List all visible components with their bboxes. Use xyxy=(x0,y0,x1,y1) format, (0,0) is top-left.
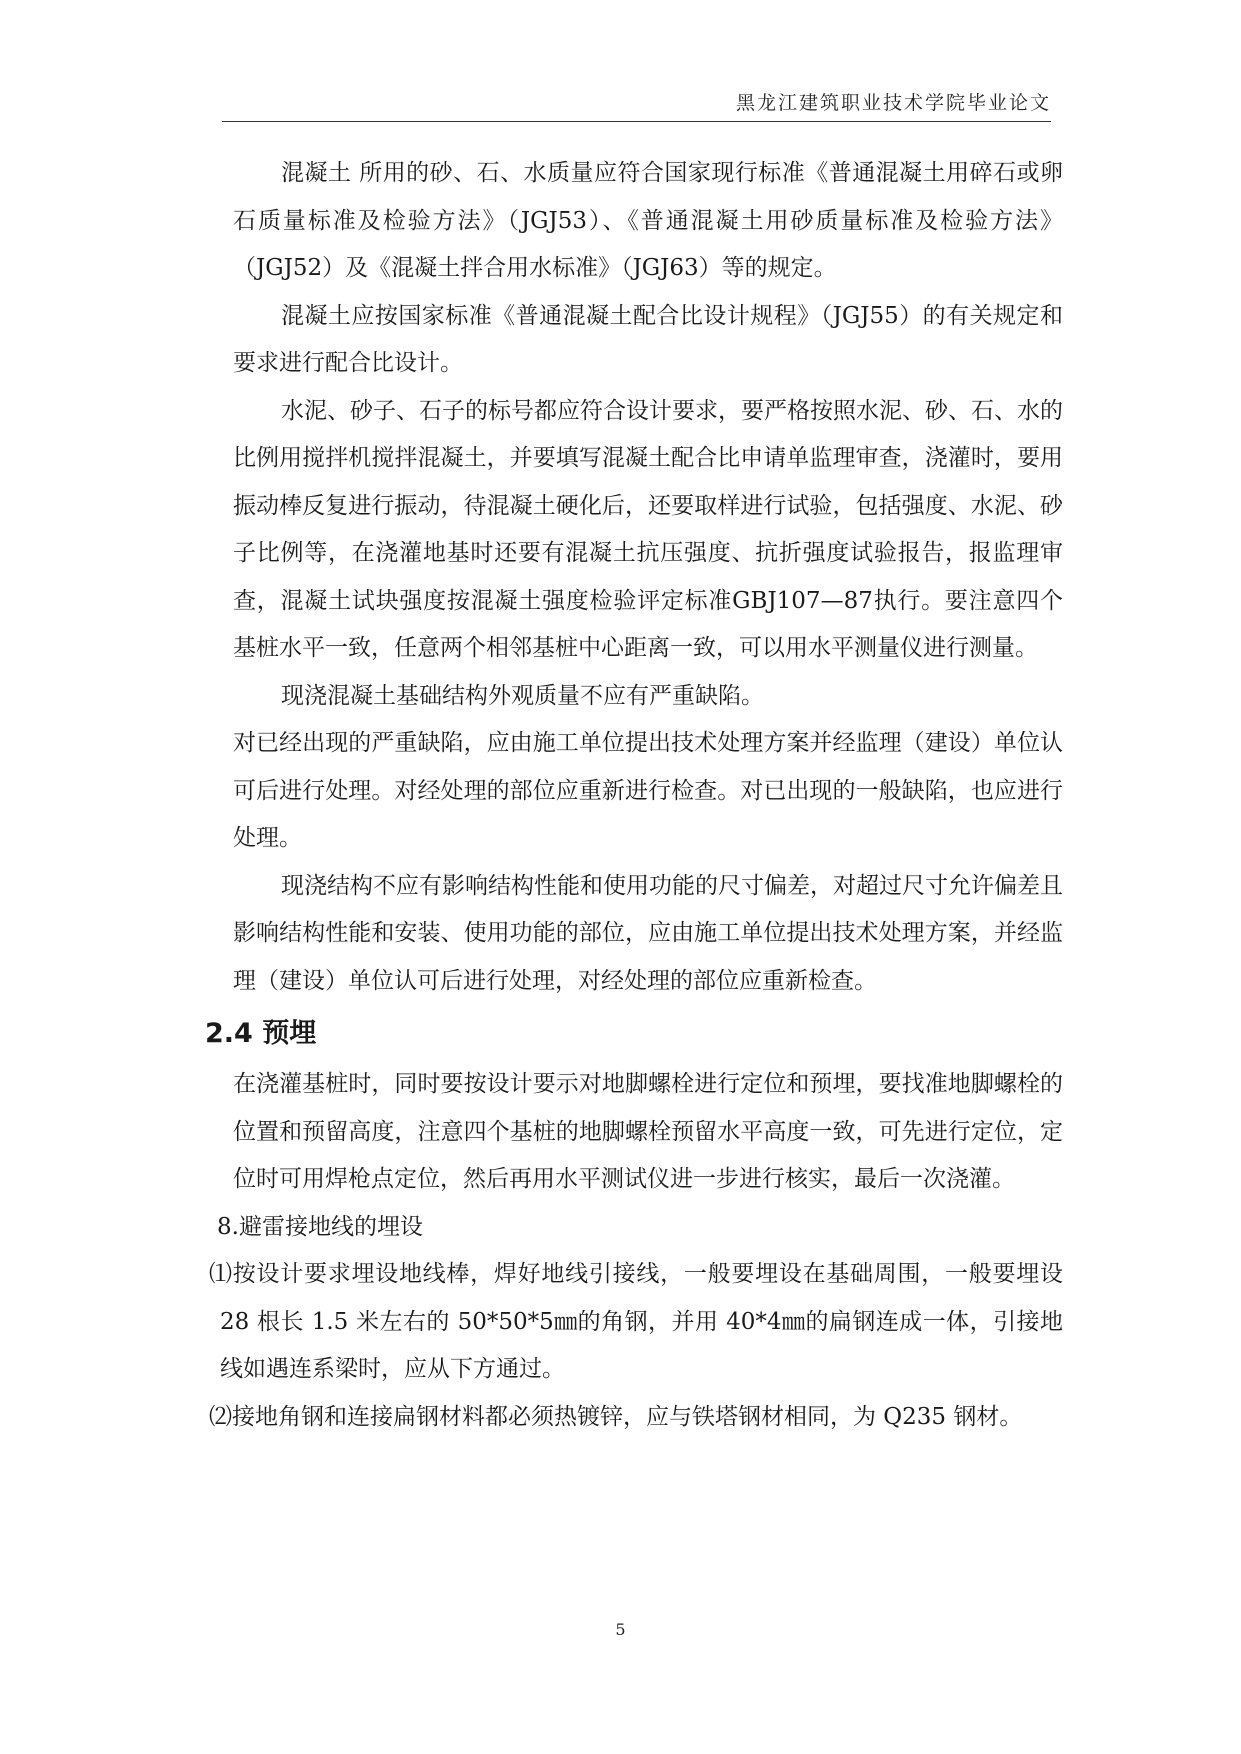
list-item-grounding-2: ⑵接地角钢和连接扁钢材料都必须热镀锌，应与铁塔钢材相同，为 Q235 钢材。 xyxy=(209,1403,1023,1430)
paragraph-appearance-quality: 现浇混凝土基础结构外观质量不应有严重缺陷。 xyxy=(281,682,764,709)
paragraph-dimension-deviation: 现浇结构不应有影响结构性能和使用功能的尺寸偏差，对超过尺寸允许偏差且影响结构性能和安装、使用功能的部位，应由施工单位提出技术处理方案，并经监理（建设）单位认可后进行处理，对经处理的部位应重新检查。 xyxy=(233,872,1063,994)
paragraph-defect-handling: 对已经出现的严重缺陷，应由施工单位提出技术处理方案并经监理（建设）单位认可后进行处理。对经处理的部位应重新进行检查。对已出现的一般缺陷，也应进行处理。 xyxy=(233,730,1063,851)
section-heading: 2.4 预埋 xyxy=(205,1018,317,1049)
list-item-grounding-1: ⑴按设计要求埋设地线棒，焊好地线引接线，一般要埋设在基础周围，一般要埋设 28 根长 1.5 米左右的 50*50*5㎜的角钢，并用 40*4㎜的扁钢连成一体，引接地线如遇连系梁时，应从下方通过。 xyxy=(209,1261,1063,1382)
page-number: 5 xyxy=(615,1620,626,1639)
paragraph-mix-design: 混凝土应按国家标准《普通混凝土配合比设计规程》（JGJ55）的有关规定和要求进行配合比设计。 xyxy=(233,302,1063,376)
subheading-grounding: 8.避雷接地线的埋设 xyxy=(217,1213,423,1240)
document-body xyxy=(205,150,1063,1441)
running-header: 黑龙江建筑职业技术学院毕业论文 xyxy=(735,92,1051,114)
paragraph-materials-standards: 混凝土 所用的砂、石、水质量应符合国家现行标准《普通混凝土用碎石或卵石质量标准及检验方法》（JGJ53）、《普通混凝土用砂质量标准及检验方法》（JGJ52）及《混凝土拌合用水标准》（JGJ63）等的规定。 xyxy=(233,160,1063,281)
header-divider xyxy=(222,121,1051,122)
paragraph-embedding: 在浇灌基桩时，同时要按设计要示对地脚螺栓进行定位和预埋，要找准地脚螺栓的位置和预留高度，注意四个基桩的地脚螺栓预留水平高度一致，可先进行定位，定位时可用焊枪点定位，然后再用水平测试仪进一步进行核实，最后一次浇灌。 xyxy=(233,1071,1063,1192)
paragraph-mixing-testing: 水泥、砂子、石子的标号都应符合设计要求，要严格按照水泥、砂、石、水的比例用搅拌机搅拌混凝土，并要填写混凝土配合比申请单监理审查，浇灌时，要用振动棒反复进行振动，待混凝土硬化后，还要取样进行试验，包括强度、水泥、砂子比例等，在浇灌地基时还要有混凝土抗压强度、抗折强度试验报告，报监理审查，混凝土试块强度按混凝土强度检验评定标准GBJ107—87执行。要注意四个基桩水平一致，任意两个相邻基桩中心距离一致，可以用水平测量仪进行测量。 xyxy=(233,397,1063,661)
